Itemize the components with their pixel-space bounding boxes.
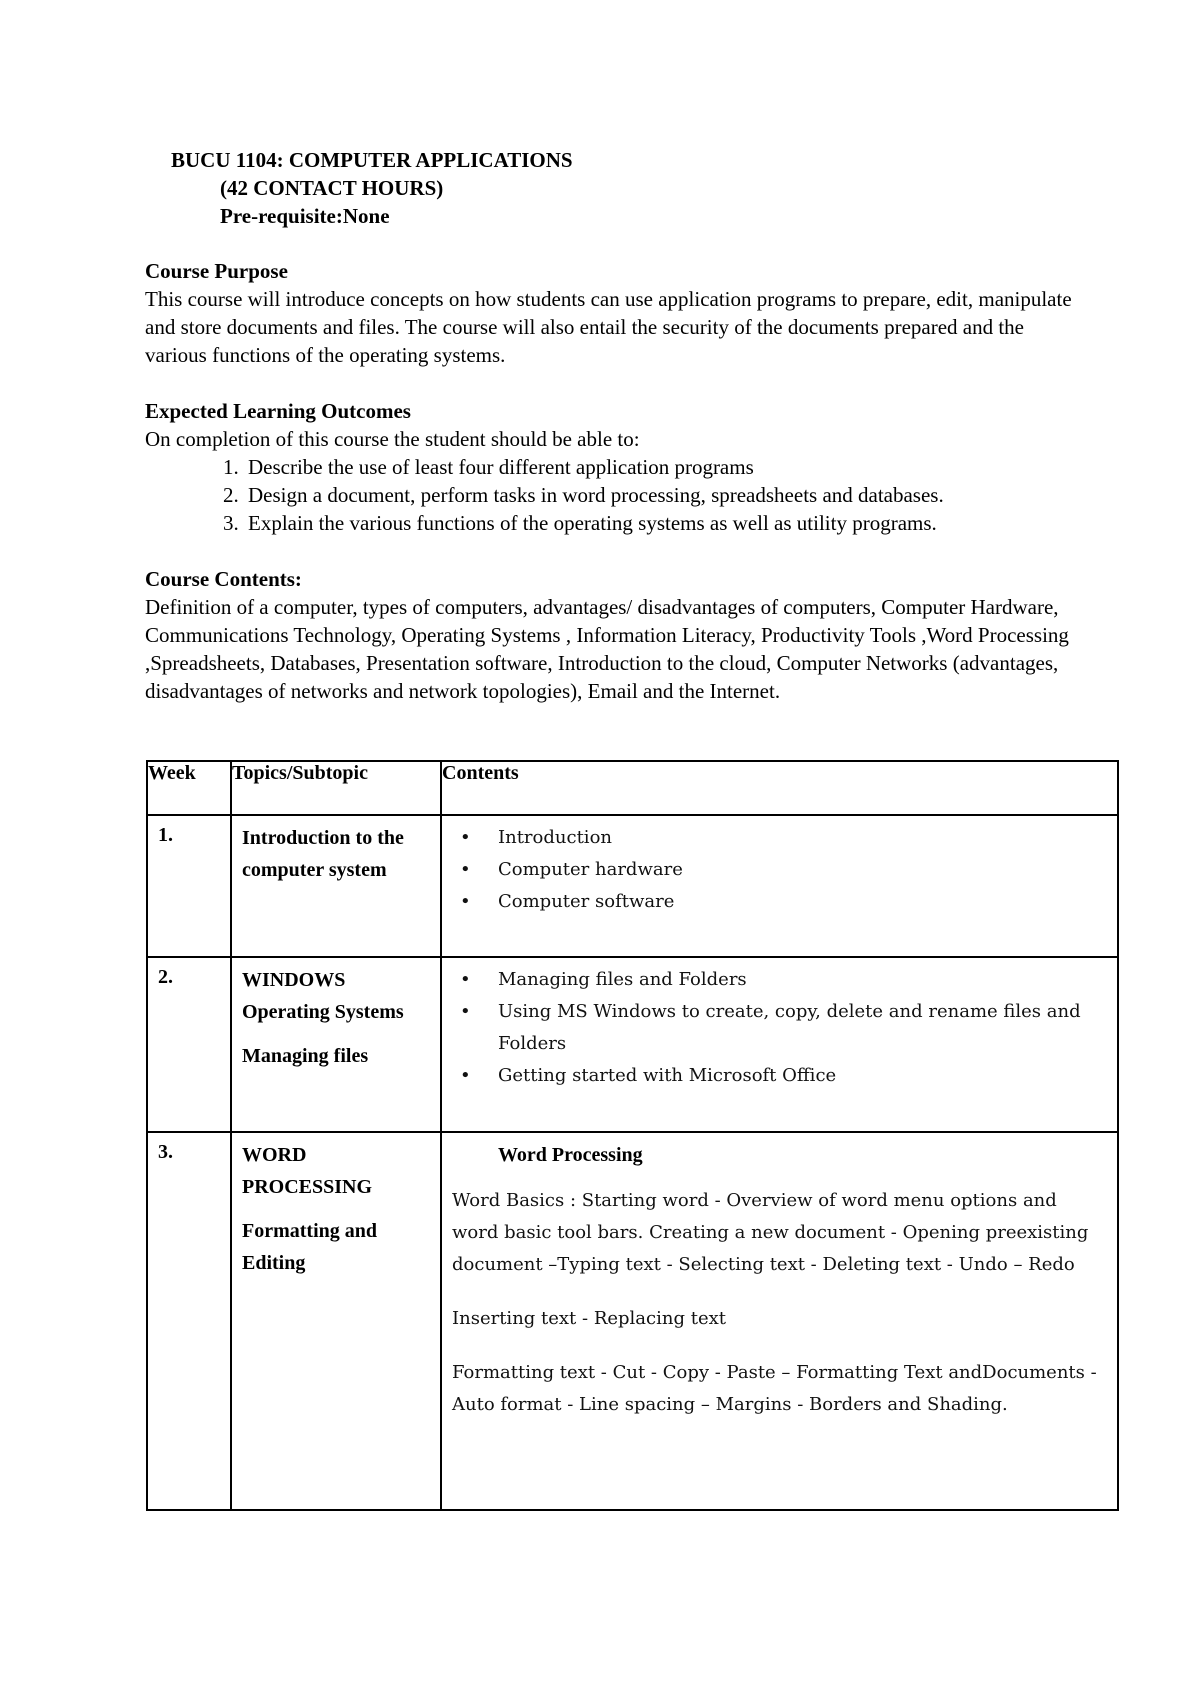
contact-hours: (42 CONTACT HOURS) — [220, 176, 444, 200]
contents-paragraph: Formatting text - Cut - Copy - Paste – Formatting Text andDocuments - Auto format - Line spacing – Margins - Borders and Shading. — [452, 1362, 1097, 1415]
topic-cell — [231, 1132, 441, 1510]
list-item: • Using MS Windows to create, copy, delete and rename files and Folders — [452, 996, 1105, 1060]
table-row — [147, 815, 1118, 957]
prerequisite: Pre-requisite:None — [220, 204, 390, 228]
word-processing-title: Word Processing — [498, 1144, 643, 1166]
course-purpose-section — [145, 257, 1075, 369]
list-item: 1. Describe the use of least four different application programs — [244, 453, 1075, 481]
list-item: 2. Design a document, perform tasks in word processing, spreadsheets and databases. — [244, 481, 1075, 509]
learning-outcomes-intro: On completion of this course the student should be able to: — [145, 427, 640, 451]
learning-outcomes-list — [145, 453, 1075, 537]
contents-bullet-list — [452, 822, 1105, 918]
contents-cell — [441, 1132, 1118, 1510]
contents-paragraph: Word Basics : Starting word - Overview of word menu options and word basic tool bars. Creating a new document - Opening preexisting document –Typing text - Selecting text - Deleting text - Undo – Redo — [452, 1190, 1089, 1275]
topic-text: WINDOWS Operating Systems — [242, 969, 404, 1023]
week-cell: 1. — [147, 815, 231, 957]
week-cell: 3. — [147, 1132, 231, 1510]
course-purpose-heading: Course Purpose — [145, 259, 288, 283]
course-schedule-table — [146, 760, 1119, 1511]
course-contents-text: Definition of a computer, types of computers, advantages/ disadvantages of computers, Computer Hardware, Communications Technology, Operating Systems , Information Literacy, Productivity Tools ,Word Processing ,Spreadsheets, Databases, Presentation software, Introduction to the cloud, Computer Networks (advantages, disadvantages of networks and network topologies), Email and the Internet. — [145, 595, 1069, 703]
table-header-row — [147, 761, 1118, 815]
course-title: BUCU 1104: COMPUTER APPLICATIONS — [171, 148, 573, 172]
column-header-contents: Contents — [441, 761, 1118, 815]
table-row — [147, 1132, 1118, 1510]
learning-outcomes-section — [145, 397, 1075, 537]
contents-bullet-list — [452, 964, 1105, 1092]
subtopic-text: Formatting and Editing — [242, 1220, 377, 1274]
list-item: • Managing files and Folders — [452, 964, 1105, 996]
list-item: • Computer hardware — [452, 854, 1105, 886]
list-item: • Introduction — [452, 822, 1105, 854]
list-item: 3. Explain the various functions of the operating systems as well as utility programs. — [244, 509, 1075, 537]
table-row — [147, 957, 1118, 1132]
list-item: • Getting started with Microsoft Office — [452, 1060, 1105, 1092]
course-contents-section — [145, 565, 1075, 705]
contents-cell — [441, 957, 1118, 1132]
list-item: • Computer software — [452, 886, 1105, 918]
topic-cell — [231, 815, 441, 957]
week-cell: 2. — [147, 957, 231, 1132]
subtopic-text: Managing files — [242, 1045, 369, 1067]
topic-text: WORD PROCESSING — [242, 1144, 373, 1198]
topic-cell — [231, 957, 441, 1132]
learning-outcomes-heading: Expected Learning Outcomes — [145, 399, 411, 423]
course-contents-heading: Course Contents: — [145, 567, 302, 591]
column-header-week: Week — [147, 761, 231, 815]
column-header-topics: Topics/Subtopic — [231, 761, 441, 815]
topic-text: Introduction to the computer system — [242, 827, 404, 881]
contents-cell — [441, 815, 1118, 957]
course-purpose-text: This course will introduce concepts on how students can use application programs to prepare, edit, manipulate and store documents and files. The course will also entail the security of the documents prepared and the various functions of the operating systems. — [145, 287, 1072, 367]
contents-paragraph: Inserting text - Replacing text — [452, 1308, 726, 1329]
